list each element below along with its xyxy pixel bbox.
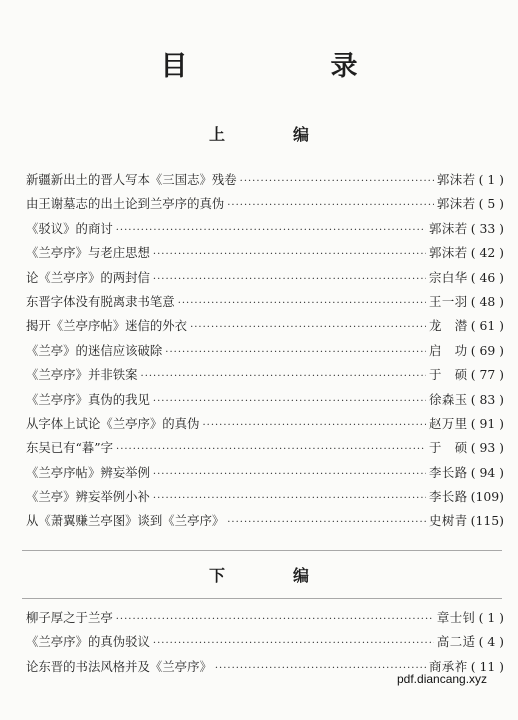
entry-title: 《兰亭序》的真伪驳议: [26, 634, 150, 650]
entry-author: 李长路: [429, 489, 468, 505]
leader-dots: [153, 493, 426, 504]
entry-title: 东晋字体没有脱离隶书笔意: [26, 293, 175, 309]
leader-dots: [116, 444, 426, 455]
entry-page: ( 61 ): [470, 318, 504, 334]
toc-entry[interactable]: [26, 632, 504, 656]
toc-list-lower: [26, 608, 504, 681]
entry-author: 商承祚: [429, 658, 468, 674]
entry-page: ( 1 ): [478, 610, 504, 625]
entry-author: 龙 潜: [429, 318, 468, 334]
leader-dots: [141, 371, 427, 382]
leader-dots: [202, 420, 426, 431]
entry-page: ( 93 ): [470, 440, 504, 456]
entry-author: 徐森玉: [429, 391, 468, 407]
leader-dots: [116, 225, 426, 236]
section-divider: [22, 598, 502, 599]
section-heading-lower: 下 编: [208, 566, 335, 585]
leader-dots: [153, 469, 426, 480]
entry-author: 郭沫若: [436, 172, 476, 187]
section-heading-upper: 上 编: [208, 125, 335, 144]
entry-author: 启 功: [429, 342, 468, 358]
entry-page: ( 33 ): [470, 220, 504, 236]
entry-author: 于 硕: [429, 440, 468, 456]
entry-author: 郭沫若: [436, 196, 476, 212]
entry-page: ( 46 ): [470, 269, 504, 285]
toc-entry[interactable]: [26, 170, 504, 194]
leader-dots: [116, 614, 434, 625]
toc-entry[interactable]: [26, 487, 504, 511]
entry-page: (109): [470, 489, 504, 505]
leader-dots: [190, 322, 426, 333]
toc-entry[interactable]: [26, 438, 504, 462]
entry-title: 《兰亭序帖》辨妄举例: [26, 464, 150, 480]
entry-page: ( 11 ): [470, 658, 504, 674]
entry-page: ( 48 ): [470, 293, 504, 309]
entry-title: 《兰亭》辨妄举例小补: [26, 489, 150, 505]
toc-entry[interactable]: [26, 390, 504, 414]
leader-dots: [227, 200, 434, 211]
entry-page: ( 94 ): [470, 464, 504, 480]
leader-dots: [153, 396, 426, 407]
entry-author: 郭沫若: [429, 220, 468, 236]
toc-entry[interactable]: [26, 463, 504, 487]
entry-title: 由王谢墓志的出土论到兰亭序的真伪: [26, 196, 225, 212]
leader-dots: [153, 249, 426, 260]
entry-page: ( 1 ): [478, 172, 504, 187]
leader-dots: [153, 274, 426, 285]
entry-title: 《兰亭序》真伪的我见: [26, 391, 150, 407]
toc-entry[interactable]: [26, 219, 504, 243]
entry-author: 赵万里: [429, 415, 468, 431]
entry-page: ( 69 ): [470, 342, 504, 358]
entry-page: ( 77 ): [470, 367, 504, 383]
entry-author: 郭沫若: [429, 245, 468, 261]
entry-title: 揭开《兰亭序帖》迷信的外衣: [26, 318, 188, 334]
entry-title: 新疆新出土的晋人写本《三国志》残卷: [26, 172, 237, 187]
toc-entry[interactable]: [26, 414, 504, 438]
entry-title: 论《兰亭序》的两封信: [26, 269, 150, 285]
toc-entry[interactable]: [26, 243, 504, 267]
entry-title: 《兰亭序》与老庄思想: [26, 245, 150, 261]
entry-title: 东吴已有“暮”字: [26, 440, 114, 456]
section-divider: [22, 550, 502, 551]
toc-entry[interactable]: [26, 194, 504, 218]
toc-entry[interactable]: [26, 292, 504, 316]
toc-entry[interactable]: [26, 316, 504, 340]
entry-author: 史树青: [429, 513, 468, 529]
entry-title: 《兰亭》的迷信应该破除: [26, 342, 163, 358]
entry-author: 王一羽: [429, 293, 468, 309]
leader-dots: [227, 517, 426, 528]
entry-author: 宗白华: [429, 269, 468, 285]
entry-author: 章士钊: [436, 610, 476, 625]
entry-page: ( 91 ): [470, 415, 504, 431]
entry-title: 从字体上试论《兰亭序》的真伪: [26, 415, 200, 431]
entry-author: 高二适: [436, 634, 476, 650]
entry-page: ( 5 ): [478, 196, 504, 212]
entry-page: ( 42 ): [470, 245, 504, 261]
entry-title: 柳子厚之于兰亭: [26, 610, 113, 625]
entry-page: (115): [470, 513, 504, 529]
page-title: 目 录: [160, 51, 416, 82]
toc-entry[interactable]: [26, 268, 504, 292]
toc-entry[interactable]: [26, 365, 504, 389]
entry-author: 李长路: [429, 464, 468, 480]
toc-list-upper: [26, 170, 504, 536]
leader-dots: [153, 638, 434, 649]
entry-title: 《驳议》的商讨: [26, 220, 113, 236]
entry-title: 《兰亭序》并非铁案: [26, 367, 138, 383]
toc-entry[interactable]: [26, 608, 504, 632]
entry-page: ( 4 ): [478, 634, 504, 650]
entry-title: 论东晋的书法风格并及《兰亭序》: [26, 658, 212, 674]
leader-dots: [165, 347, 426, 358]
toc-entry[interactable]: [26, 511, 504, 535]
leader-dots: [178, 298, 426, 309]
leader-dots: [240, 176, 434, 187]
toc-entry[interactable]: [26, 341, 504, 365]
entry-author: 于 硕: [429, 367, 468, 383]
entry-page: ( 83 ): [470, 391, 504, 407]
leader-dots: [215, 663, 426, 674]
watermark-text: pdf.diancang.xyz: [397, 672, 488, 686]
entry-title: 从《萧翼赚兰亭图》谈到《兰亭序》: [26, 513, 225, 529]
